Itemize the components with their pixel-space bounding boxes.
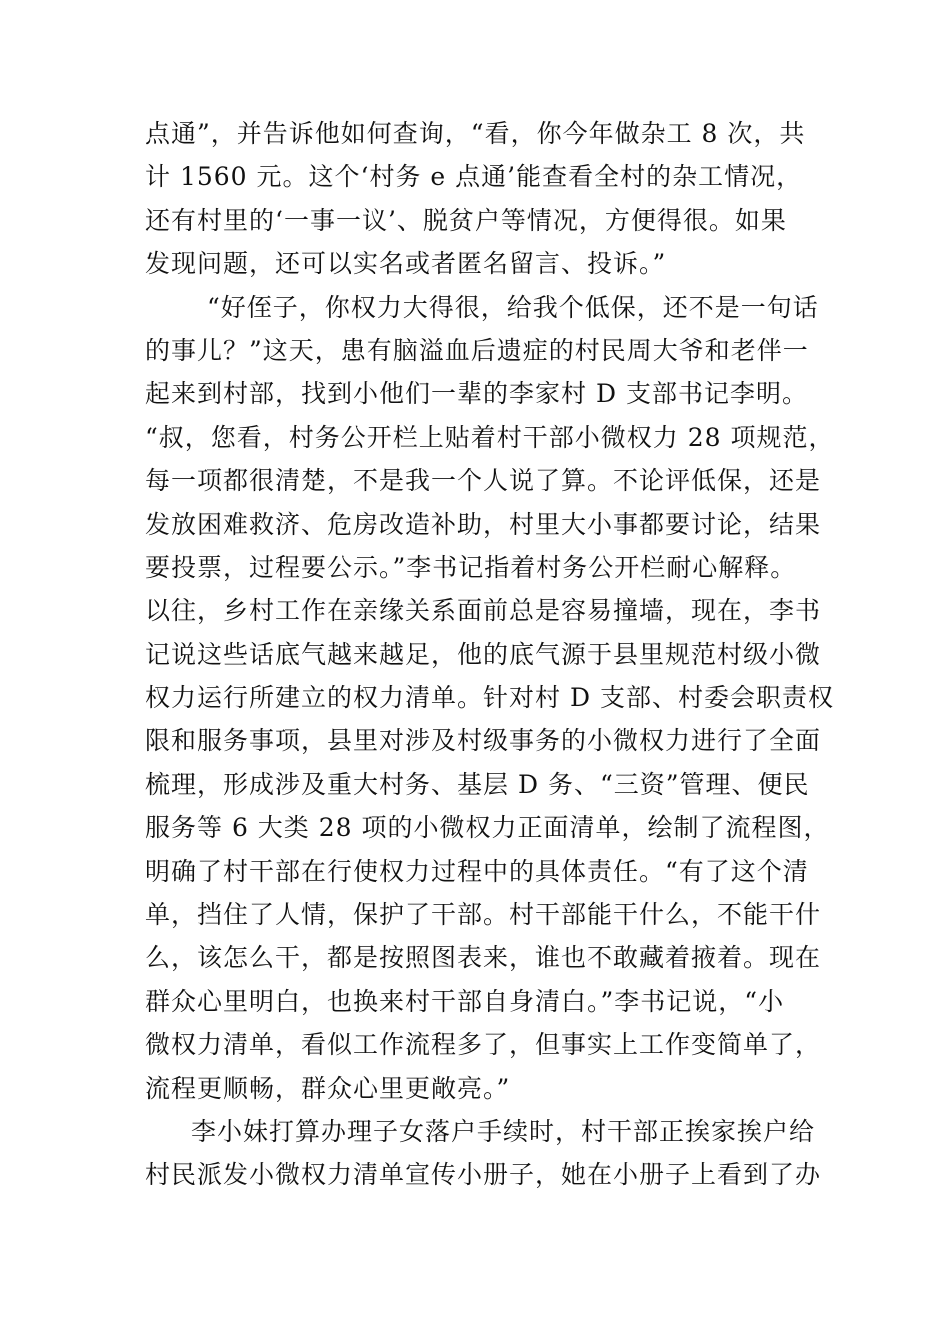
paragraph-start-line: 李小妹打算办理子女落户手续时，村干部正挨家挨户给 — [191, 1116, 816, 1146]
text-line: 群众心里明白，也换来村干部自身清白。”李书记说，“小 — [145, 986, 785, 1016]
text-line: 发现问题，还可以实名或者匿名留言、投诉。” — [145, 249, 667, 279]
text-line: “叔，您看，村务公开栏上贴着村干部小微权力 28 项规范， — [145, 422, 835, 452]
text-line: 微权力清单，看似工作流程多了，但事实上工作变简单了， — [145, 1030, 822, 1060]
text-line: 村民派发小微权力清单宣传小册子，她在小册子上看到了办 — [145, 1160, 822, 1190]
text-line: 明确了村干部在行使权力过程中的具体责任。“有了这个清 — [145, 856, 809, 886]
text-line: 要投票，过程要公示。”李书记指着村务公开栏耐心解释。 — [145, 552, 797, 582]
text-line: 限和服务事项，县里对涉及村级事务的小微权力进行了全面 — [145, 726, 822, 756]
text-line: 发放困难救济、危房改造补助，村里大小事都要讨论，结果 — [145, 509, 822, 539]
text-line: 点通”，并告诉他如何查询，“看，你今年做杂工 8 次，共 — [145, 119, 806, 148]
text-line: 单，挡住了人情，保护了干部。村干部能干什么，不能干什 — [145, 900, 822, 930]
text-line: 服务等 6 大类 28 项的小微权力正面清单，绘制了流程图， — [145, 813, 830, 843]
text-line: 以往，乡村工作在亲缘关系面前总是容易撞墙，现在，李书 — [145, 596, 822, 626]
article-body — [145, 112, 835, 1197]
text-line: 么，该怎么干，都是按照图表来，谁也不敢藏着掖着。现在 — [145, 943, 822, 973]
text-line: 的事儿？”这天，患有脑溢血后遗症的村民周大爷和老伴一 — [145, 335, 809, 365]
text-line: 记说这些话底气越来越足，他的底气源于县里规范村级小微 — [145, 639, 822, 669]
text-line: 每一项都很清楚，不是我一个人说了算。不论评低保，还是 — [145, 466, 822, 496]
text-line: 起来到村部，找到小他们一辈的李家村 D 支部书记李明。 — [145, 379, 808, 409]
text-line: 梳理，形成涉及重大村务、基层 D 务、“三资”管理、便民 — [145, 769, 810, 799]
text-line: 权力运行所建立的权力清单。针对村 D 支部、村委会职责权 — [145, 683, 834, 713]
text-line: 流程更顺畅，群众心里更敞亮。” — [145, 1073, 511, 1103]
text-line: 计 1560 元。这个‘村务 e 点通’能查看全村的杂工情况， — [145, 162, 803, 192]
paragraph-start-line: “好侄子，你权力大得很，给我个低保，还不是一句话 — [207, 292, 819, 322]
text-line: 还有村里的‘一事一议’、脱贫户等情况，方便得很。如果 — [145, 205, 787, 235]
